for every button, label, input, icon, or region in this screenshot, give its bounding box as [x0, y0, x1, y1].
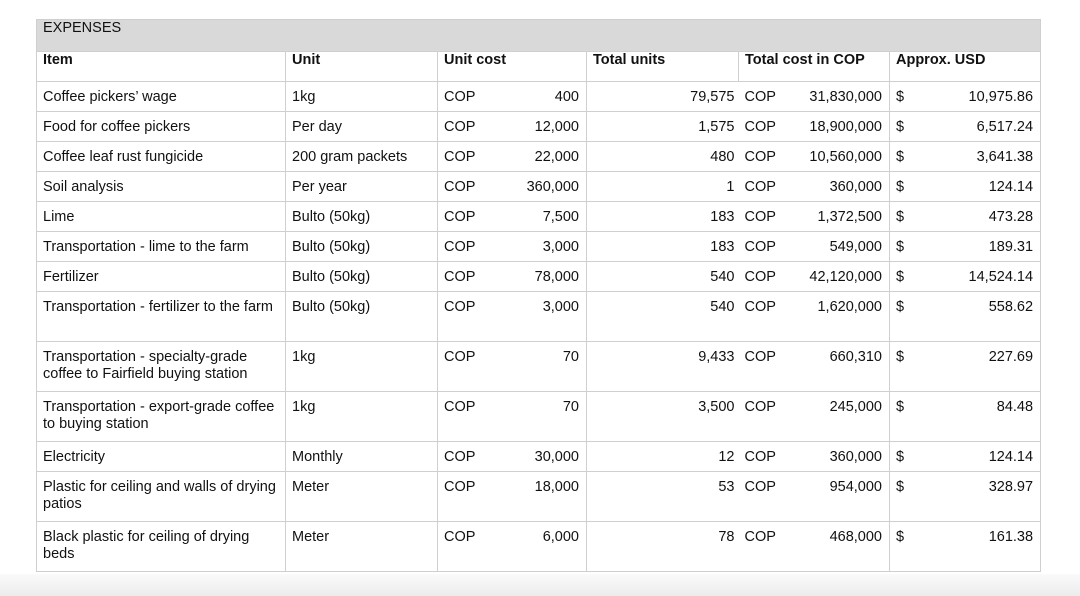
cell-unit-cost-currency: COP [438, 112, 488, 142]
table-row [37, 172, 1041, 202]
cell-total-units: 540 [587, 262, 739, 292]
cell-unit: 1kg [286, 392, 438, 442]
table-row [37, 262, 1041, 292]
cell-total-cost-currency: COP [739, 522, 789, 572]
table-row [37, 292, 1041, 342]
cell-total-units: 1,575 [587, 112, 739, 142]
cell-unit-cost-currency: COP [438, 472, 488, 522]
expenses-table [36, 19, 1041, 572]
cell-usd: 473.28 [930, 202, 1041, 232]
cell-unit-cost: 3,000 [488, 232, 587, 262]
header-total-units: Total units [587, 52, 739, 82]
cell-total-units: 3,500 [587, 392, 739, 442]
cell-total-units: 78 [587, 522, 739, 572]
cell-usd: 558.62 [930, 292, 1041, 342]
cell-item: Transportation - lime to the farm [37, 232, 286, 262]
table-row [37, 82, 1041, 112]
cell-total-units: 12 [587, 442, 739, 472]
rows-body [37, 82, 1041, 572]
cell-total-cost: 18,900,000 [789, 112, 890, 142]
cell-total-cost-currency: COP [739, 202, 789, 232]
cell-unit-cost: 6,000 [488, 522, 587, 572]
header-row [37, 52, 1041, 82]
cell-usd-symbol: $ [890, 292, 930, 342]
cell-unit-cost-currency: COP [438, 262, 488, 292]
cell-item: Black plastic for ceiling of drying beds [37, 522, 286, 572]
cell-total-cost-currency: COP [739, 82, 789, 112]
cell-unit: Meter [286, 472, 438, 522]
header-approx-usd: Approx. USD [890, 52, 1041, 82]
cell-total-cost-currency: COP [739, 262, 789, 292]
cell-usd-symbol: $ [890, 342, 930, 392]
cell-unit: Monthly [286, 442, 438, 472]
cell-total-units: 53 [587, 472, 739, 522]
table-title: EXPENSES [37, 20, 1041, 52]
cell-total-cost: 468,000 [789, 522, 890, 572]
cell-unit-cost-currency: COP [438, 392, 488, 442]
cell-item: Transportation - fertilizer to the farm [37, 292, 286, 342]
table-row [37, 142, 1041, 172]
cell-usd-symbol: $ [890, 142, 930, 172]
cell-total-cost-currency: COP [739, 472, 789, 522]
cell-unit: 200 gram packets [286, 142, 438, 172]
cell-item: Lime [37, 202, 286, 232]
cell-usd: 161.38 [930, 522, 1041, 572]
table-row [37, 442, 1041, 472]
cell-unit: Bulto (50kg) [286, 202, 438, 232]
cell-item: Coffee leaf rust fungicide [37, 142, 286, 172]
cell-total-cost-currency: COP [739, 112, 789, 142]
cell-unit-cost: 30,000 [488, 442, 587, 472]
cell-usd-symbol: $ [890, 262, 930, 292]
table-row [37, 392, 1041, 442]
table-row [37, 472, 1041, 522]
cell-total-units: 1 [587, 172, 739, 202]
cell-usd: 227.69 [930, 342, 1041, 392]
cell-item: Soil analysis [37, 172, 286, 202]
bottom-fade [0, 574, 1080, 596]
cell-usd: 84.48 [930, 392, 1041, 442]
cell-total-cost: 954,000 [789, 472, 890, 522]
cell-usd: 124.14 [930, 172, 1041, 202]
cell-usd-symbol: $ [890, 202, 930, 232]
cell-total-cost-currency: COP [739, 342, 789, 392]
cell-total-cost: 360,000 [789, 442, 890, 472]
cell-total-cost: 31,830,000 [789, 82, 890, 112]
header-unit-cost: Unit cost [438, 52, 587, 82]
cell-usd: 189.31 [930, 232, 1041, 262]
cell-unit-cost-currency: COP [438, 342, 488, 392]
cell-usd: 6,517.24 [930, 112, 1041, 142]
cell-item: Food for coffee pickers [37, 112, 286, 142]
cell-total-units: 183 [587, 202, 739, 232]
cell-usd-symbol: $ [890, 112, 930, 142]
cell-item: Fertilizer [37, 262, 286, 292]
cell-unit-cost: 70 [488, 342, 587, 392]
cell-item: Coffee pickers’ wage [37, 82, 286, 112]
cell-item: Electricity [37, 442, 286, 472]
header-item: Item [37, 52, 286, 82]
cell-unit: Bulto (50kg) [286, 262, 438, 292]
table-row [37, 342, 1041, 392]
cell-unit: Per year [286, 172, 438, 202]
cell-unit-cost-currency: COP [438, 82, 488, 112]
cell-usd: 14,524.14 [930, 262, 1041, 292]
cell-total-cost-currency: COP [739, 142, 789, 172]
cell-usd-symbol: $ [890, 522, 930, 572]
cell-total-cost-currency: COP [739, 292, 789, 342]
cell-unit: Meter [286, 522, 438, 572]
cell-usd: 10,975.86 [930, 82, 1041, 112]
cell-unit-cost-currency: COP [438, 202, 488, 232]
cell-total-units: 480 [587, 142, 739, 172]
cell-total-cost: 1,372,500 [789, 202, 890, 232]
cell-unit-cost-currency: COP [438, 522, 488, 572]
cell-unit-cost: 22,000 [488, 142, 587, 172]
cell-total-units: 79,575 [587, 82, 739, 112]
cell-item: Plastic for ceiling and walls of drying patios [37, 472, 286, 522]
cell-unit-cost: 7,500 [488, 202, 587, 232]
cell-unit-cost: 360,000 [488, 172, 587, 202]
cell-unit-cost: 400 [488, 82, 587, 112]
cell-usd-symbol: $ [890, 82, 930, 112]
cell-total-cost-currency: COP [739, 232, 789, 262]
cell-usd-symbol: $ [890, 442, 930, 472]
table-row [37, 202, 1041, 232]
cell-usd-symbol: $ [890, 232, 930, 262]
cell-unit-cost-currency: COP [438, 292, 488, 342]
cell-total-cost-currency: COP [739, 392, 789, 442]
cell-usd-symbol: $ [890, 472, 930, 522]
cell-total-units: 9,433 [587, 342, 739, 392]
table-row [37, 112, 1041, 142]
cell-unit: Bulto (50kg) [286, 232, 438, 262]
cell-total-units: 540 [587, 292, 739, 342]
table-row [37, 522, 1041, 572]
cell-item: Transportation - specialty-grade coffee to Fairfield buying station [37, 342, 286, 392]
cell-unit: 1kg [286, 82, 438, 112]
cell-usd-symbol: $ [890, 172, 930, 202]
cell-unit: Bulto (50kg) [286, 292, 438, 342]
header-total-cost: Total cost in COP [739, 52, 890, 82]
header-unit: Unit [286, 52, 438, 82]
cell-unit-cost-currency: COP [438, 142, 488, 172]
cell-total-cost-currency: COP [739, 172, 789, 202]
cell-usd: 124.14 [930, 442, 1041, 472]
title-row [37, 20, 1041, 52]
cell-total-cost: 360,000 [789, 172, 890, 202]
table-row [37, 232, 1041, 262]
cell-unit-cost-currency: COP [438, 442, 488, 472]
cell-total-cost: 42,120,000 [789, 262, 890, 292]
cell-total-cost: 10,560,000 [789, 142, 890, 172]
cell-unit-cost: 18,000 [488, 472, 587, 522]
cell-usd: 3,641.38 [930, 142, 1041, 172]
cell-unit-cost-currency: COP [438, 172, 488, 202]
cell-unit: 1kg [286, 342, 438, 392]
cell-total-cost: 549,000 [789, 232, 890, 262]
cell-usd: 328.97 [930, 472, 1041, 522]
cell-total-units: 183 [587, 232, 739, 262]
cell-usd-symbol: $ [890, 392, 930, 442]
cell-unit-cost: 78,000 [488, 262, 587, 292]
cell-unit-cost: 12,000 [488, 112, 587, 142]
cell-total-cost-currency: COP [739, 442, 789, 472]
cell-unit-cost: 70 [488, 392, 587, 442]
cell-total-cost: 660,310 [789, 342, 890, 392]
cell-item: Transportation - export-grade coffee to buying station [37, 392, 286, 442]
cell-total-cost: 245,000 [789, 392, 890, 442]
cell-unit: Per day [286, 112, 438, 142]
cell-total-cost: 1,620,000 [789, 292, 890, 342]
cell-unit-cost-currency: COP [438, 232, 488, 262]
cell-unit-cost: 3,000 [488, 292, 587, 342]
